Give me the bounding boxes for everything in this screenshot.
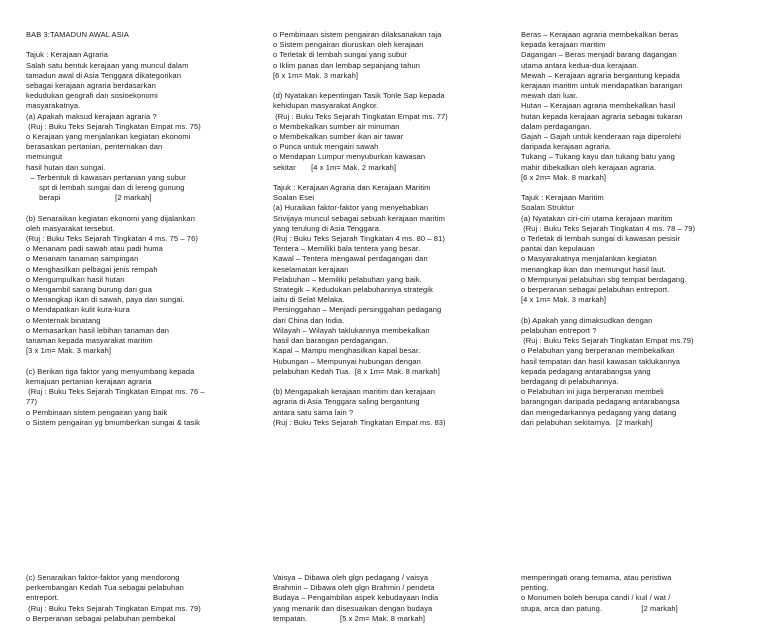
text-line: Beras – Kerajaan agraria membekalkan beras [521,30,679,39]
document-column-2 [273,30,508,428]
text-line: Tajuk : Kerajaan Maritim [521,193,604,203]
text-line: Tukang – Tukang kayu dan tukang batu yang [521,152,675,162]
text-line: pelabuhan entreport ? [521,325,597,335]
text-line: yang menarik dan disesuaikan dengan budaya [273,603,433,613]
text-line: Pelabuhan – Memiliki pelabuhan yang baik. [273,274,422,284]
text-line: kepada kerajaan maritim [521,40,606,50]
text-line: hutan kepada kerajaan agraria sebagai tukaran [521,111,683,121]
text-line: menangkap ikan dan memungut hasil laut. [521,264,666,274]
text-line: (Ruj : Buku Teks Sejarah Tingkatan Empat ms. 83) [273,417,446,427]
text-line [26,40,261,50]
text-line [521,305,756,315]
text-line: tamadun awal di Asia Tenggara dikategorikan [26,70,182,80]
text-line [521,183,756,193]
text-line: (Ruj : Buku Teks Sejarah Tingkatan Empat ms. 76 – [26,387,205,397]
text-line: kepada pedagang antarabangsa yang [521,366,651,376]
text-line: Soalan Esei [273,193,315,203]
document-bottom-column-2 [273,573,508,624]
text-line: spt di lembah sungai dan di lereng gunung [26,183,185,193]
text-line: Tajuk : Kerajaan Agraria [26,50,109,60]
text-line: o Membekalkan sumber air minuman [273,121,400,131]
text-line: o Menanam tanaman sampingan [26,254,139,264]
text-line: dan mengedarkannya pedagang yang datang [521,407,677,417]
text-line: (Ruj : Buku Teks Sejarah Tingkatan Empat ms. 77) [273,111,448,121]
text-line: Dagangan – Beras menjadi barang dagangan [521,50,677,60]
text-line: daripada kerajaan agraria. [521,142,612,152]
text-line: sekitar [4 x 1m= Mak. 2 markah] [273,162,397,172]
text-line: Budaya – Pengambilan aspek kebudayaan India [273,593,439,603]
text-line: o Menternak binatang [26,315,101,325]
text-line: 77) [26,397,38,407]
text-line: utama antara kedua-dua kerajaan. [521,60,639,70]
text-line: mewah dari luar. [521,91,578,101]
text-line: (a) Apakah maksud kerajaan agraria ? [26,111,157,121]
document-column-1 [26,30,261,428]
text-line: Gajah – Gajah untuk kenderaan raja diperolehi [521,132,682,142]
text-line: kedudukan geografi dan sosioekonomi [26,91,158,101]
text-line: agraria di Asia Tenggara saling bergantung [273,397,420,407]
text-line: o Berperanan sebagai pelabuhan pembekal [26,613,176,623]
text-line [273,173,508,183]
text-line: (Ruj : Buku Teks Sejarah Tingkatan Empat ms.79) [521,336,694,346]
text-line: yang terulung di Asia Tenggara. [273,223,382,233]
text-line: Brahmin – Dibawa oleh glgn Brahmin / pendeta [273,583,435,593]
text-line: barangngan daripada pedagang antarabangsa [521,397,680,407]
text-line: (Ruj : Buku Teks Sejarah Tingkatan 4 ms. 80 – 81) [273,234,445,244]
text-line: (Ruj : Buku Teks Sejarah Tingkatan 4 ms. 78 – 79) [521,223,696,233]
text-line: o Kerajaan yang menjalankan kegiatan ekonomi [26,132,191,142]
document-column-3 [521,30,756,428]
text-line: dari pelabuhan sekitarnya. [2 markah] [521,417,653,427]
text-line: Kapal – Mampu menghasilkan kapal besar. [273,346,421,356]
text-line: o Pembinaan sistem pengairan dilaksanakan raja [273,30,442,39]
text-line: [4 x 1m= Mak. 3 markah] [521,295,607,305]
text-line: Salah satu bentuk kerajaan yang muncul dalam [26,60,189,70]
text-line: perkembangan Kedah Tua sebagai pelabuhan [26,583,184,593]
text-line: Tentera – Memiliki bala tentera yang besar. [273,244,421,254]
text-line: (Ruj : Buku Teks Sejarah Tingkatan 4 ms. 75 – 76) [26,234,198,244]
text-line: Mewah – Kerajaan agraria bergantung kepada [521,70,680,80]
text-line: antara satu sama lain ? [273,407,354,417]
text-line: pantai dan kepulauan [521,244,595,254]
text-line: (Ruj : Buku Teks Sejarah Tingkatan Empat ms. 75) [26,121,201,131]
text-line: o Sistem pengairan yg bmumberkan sungai & tasik [26,417,200,427]
text-line: memperingati orang temama, atau peristiwa [521,573,672,582]
text-line [273,81,508,91]
text-line: memungut [26,152,63,162]
text-line: masyarakatnya. [26,101,81,111]
text-line: berasaskan pertanian, penternakan dan [26,142,163,152]
text-line: Tajuk : Kerajaan Agraria dan Kerajaan Maritim [273,183,431,193]
text-line: Strategik – Kedudukan pelabuhannya strategik [273,285,433,295]
text-line: keselamatan kerajaan [273,264,349,274]
text-line: Soalan Struktur [521,203,575,213]
text-line: BAB 3:TAMADUN AWAL ASIA [26,30,130,39]
text-line: o Mendapatkan kulit kura-kura [26,305,130,315]
text-line [273,377,508,387]
text-line: (Ruj : Buku Teks Sejarah Tingkatan Empat ms. 79) [26,603,201,613]
document-bottom-column-1 [26,573,261,624]
text-line: o Sistem pengairan diuruskan oleh kerajaan [273,40,424,50]
text-line: o Punca untuk mengairi sawah [273,142,379,152]
text-line: o Menanam padi sawah atau padi huma [26,244,163,254]
text-line: o Mengumpulkan hasil hutan [26,274,125,284]
text-line: oleh masyarakat tersebut. [26,223,115,233]
text-line: (b) Mengapakah kerajaan maritim dan kerajaan [273,387,435,397]
text-line: Srivijaya muncul sebagai sebuah kerajaan maritim [273,213,445,223]
text-line: (c) Berikan tiga faktor yang menyumbang kepada [26,366,195,376]
text-line: Wilayah – Wilayah taklukannya membekalkan [273,325,430,335]
text-line: o Masyarakatnya menjalankan kegiatan [521,254,657,264]
text-line: pelabuhan Kedah Tua. [8 x 1m= Mak. 8 markah] [273,366,440,376]
text-line: o Memasarkan hasil lebihan tanaman dan [26,325,170,335]
text-line: kerajaan maritim untuk mendapatkan barangan [521,81,683,91]
text-line: penting. [521,583,549,593]
text-line: berapi [2 markah] [26,193,152,203]
text-line: o Menangkap ikan di sawah, paya dan sungai. [26,295,185,305]
text-line: o Monumen boleh berupa candi / kuil / wat / [521,593,671,603]
text-line: berdagang di pelabuhannya. [521,376,619,386]
text-line: [6 x 1m= Mak. 3 markah] [273,70,359,80]
text-line: kemajuan pertanian kerajaan agraria [26,376,152,386]
text-line: dalam perdagangan. [521,121,592,131]
text-line: (c) Senaraikan faktor-faktor yang mendorong [26,573,180,582]
text-line: o Mendapan Lumpur menyuburkan kawasan [273,152,426,162]
text-line: mahir dibekalkan oleh kerajaan agraria. [521,162,657,172]
text-line: iaitu di Selat Melaka. [273,295,345,305]
text-line: o Menghasilkan pelbagai jenis rempah [26,264,158,274]
text-line: o Mengambil sarang burung dari gua [26,285,152,295]
text-line: dari China dan India. [273,315,345,325]
text-line: hasil tempatan dan hasil kawasan taklukannya [521,356,681,366]
text-line: (a) Nyatakan ciri-ciri utama kerajaan maritim [521,213,673,223]
text-line: Hubungan – Mempunyai hubungan dengan [273,356,421,366]
text-line: o Iklim panas dan lembap sepanjang tahun [273,60,421,70]
text-line: o Pembinaan sistem pengairan yang baik [26,407,168,417]
text-line: o Pelabuhan yang berperanan membekalkan [521,346,675,356]
text-line: o Membekalkan sumber ikan air tawar [273,132,404,142]
document-bottom-column-3 [521,573,756,614]
text-line: o berperanan sebagai pelabuhan entreport. [521,285,670,295]
text-line: o Mempunyai pelabuhan sbg tempat berdagang. [521,274,687,284]
text-line: sebagai kerajaan agraria berdasarkan [26,81,156,91]
text-line: Hutan – Kerajaan agraria membekalkan hasil [521,101,676,111]
text-line [26,357,261,367]
text-line: Vaisya – Dibawa oleh glgn pedagang / vaisya [273,573,429,582]
text-line: [6 x 2m= Mak. 8 markah] [521,172,607,182]
text-line: stupa, arca dan patung. [2 markah] [521,603,678,613]
text-line: hasil hutan dan sungai. [26,162,106,172]
text-line: tempatan. [5 x 2m= Mak. 8 markah] [273,613,426,623]
text-line [26,203,261,213]
text-line: tanaman kepada masyarakat maritim [26,336,153,346]
text-line: – Terbentuk di kawasan pertanian yang subur [26,172,186,182]
text-line: o Pelabuhan ini juga berperanan membeli [521,387,664,397]
text-line: o Terletak di lembah sungai di kawasan pesisir [521,234,681,244]
text-line: o Terletak di lembah sungai yang subur [273,50,408,60]
text-line: (b) Apakah yang dimaksudkan dengan [521,315,653,325]
text-line: (a) Huraikan faktor-faktor yang menyebabkan [273,203,429,213]
text-line: entreport. [26,593,60,603]
text-line: Kawal – Tentera mengawal perdagangan dan [273,254,428,264]
text-line: kehidupan masyarakat Angkor. [273,101,379,111]
text-line: [3 x 1m= Mak. 3 markah] [26,346,112,356]
text-line: (b) Senaraikan kegiatan ekonomi yang dijalankan [26,213,195,223]
text-line: Persinggahan – Menjadi persinggahan pedagang [273,305,442,315]
text-line: hasil dan barangan perdagangan. [273,336,389,346]
text-line: (d) Nyatakan kepentingan Tasik Tonle Sap kepada [273,91,445,101]
